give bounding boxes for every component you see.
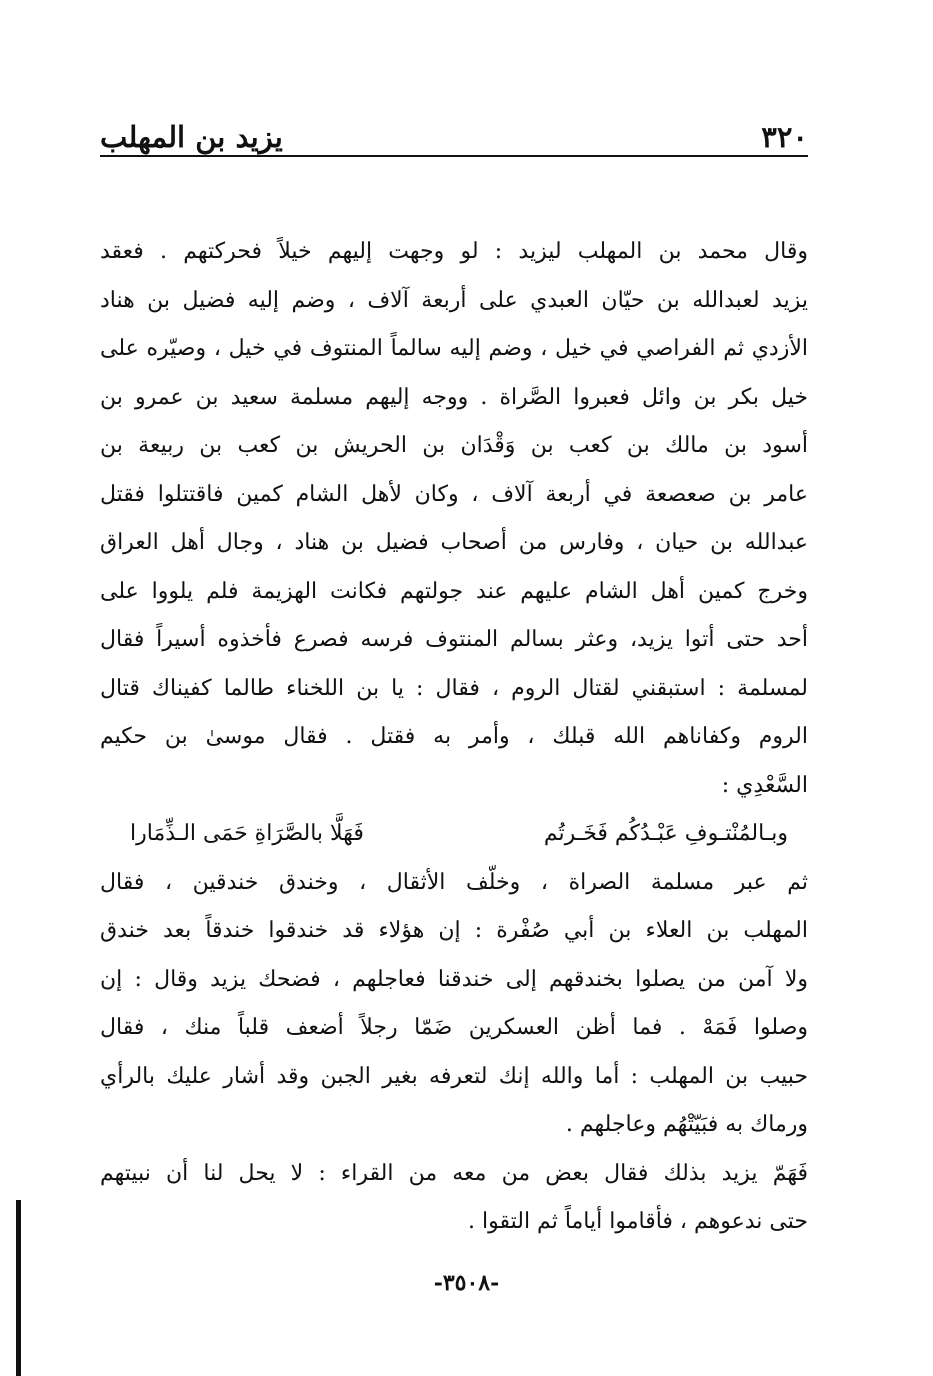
text-line: حتى ندعوهم ، فأقاموا أياماً ثم التقوا . (468, 1209, 808, 1234)
text-line: حبيب بن المهلب : أما والله إنك لتعرفه بغير الجبن وقد أشار عليك بالرأي (100, 1063, 808, 1089)
text-line: أسود بن مالك بن كعب بن وَقْدَان بن الحريش بن كعب بن ربيعة بن (100, 433, 808, 458)
text-line: خيل بكر بن وائل فعبروا الصَّراة . ووجه إليهم مسلمة سعيد بن عمرو بن (100, 384, 808, 410)
running-title: يزيد بن المهلب (100, 120, 283, 154)
header-rule (100, 155, 808, 157)
text-line: فَهَمّ يزيد بذلك فقال بعض من معه من القراء : لا يحل لنا أن نبيتهم (100, 1160, 808, 1186)
text-line: ثم عبر مسلمة الصراة ، وخلّف الأثقال ، وخندق خندقين ، فقال (100, 869, 808, 895)
text-line: لمسلمة : استبقني لقتال الروم ، فقال : يا بن اللخناء طالما كفيناك قتال (100, 675, 808, 701)
text-line: أحد حتى أتوا يزيد، وعثر بسالم المنتوف فرسه فصرع فأخذوه أسيراً فقال (100, 627, 808, 652)
header-page-number: ٣٢٠ (761, 120, 808, 154)
text-line: وصلوا فَمَهْ . فما أظن العسكرين ضَمّا رجلاً أضعف قلباً منك ، فقال (100, 1015, 808, 1040)
verse-first-hemistich: وبـالمُنْتـوفِ عَبْـدُكُم فَخَـرتُم (543, 821, 788, 846)
text-line: وخرج كمين أهل الشام عليهم عند جولتهم فكانت الهزيمة فلم يلووا على (100, 578, 808, 604)
text-line: وقال محمد بن المهلب ليزيد : لو وجهت إليهم خيلاً فحركتهم . فعقد (100, 239, 808, 264)
text-line: السَّعْدِي : (721, 772, 808, 798)
footer-page-number: -٣٥٠٨- (433, 1270, 500, 1296)
text-line: عبدالله بن حيان ، وفارس من أصحاب فضيل بن هناد ، وجال أهل العراق (100, 530, 808, 555)
page-header (100, 108, 808, 152)
text-line: ورماك به فبَيّتْهُم وعاجلهم . (565, 1112, 808, 1137)
text-line: المهلب بن العلاء بن أبي صُفْرة : إن هؤلاء قد خندقوا خندقاً بعد خندق (100, 918, 808, 943)
text-line: الروم وكفاناهم الله قبلك ، وأمر به فقتل . فقال موسىٰ بن حكيم (100, 724, 808, 749)
text-line: الأزدي ثم الفراصي في خيل ، وضم إليه سالماً المنتوف في خيل ، وصيّره على (100, 336, 808, 361)
poetry-verse (100, 810, 808, 859)
text-line: يزيد لعبدالله بن حيّان العبدي على أربعة آلاف ، وضم إليه فضيل بن هناد (100, 287, 808, 313)
body-text (100, 228, 808, 1247)
scan-margin-mark (16, 1200, 21, 1376)
text-line: عامر بن صعصعة في أربعة آلاف ، وكان لأهل الشام كمين فاقتتلوا فقتل (100, 481, 808, 507)
verse-second-hemistich: فَهَلَّا بالصَّرَاةِ حَمَى الـذِّمَارا (130, 821, 364, 846)
text-line: ولا آمن من يصلوا بخندقهم إلى خندقنا فعاجلهم ، فضحك يزيد وقال : إن (100, 966, 808, 992)
